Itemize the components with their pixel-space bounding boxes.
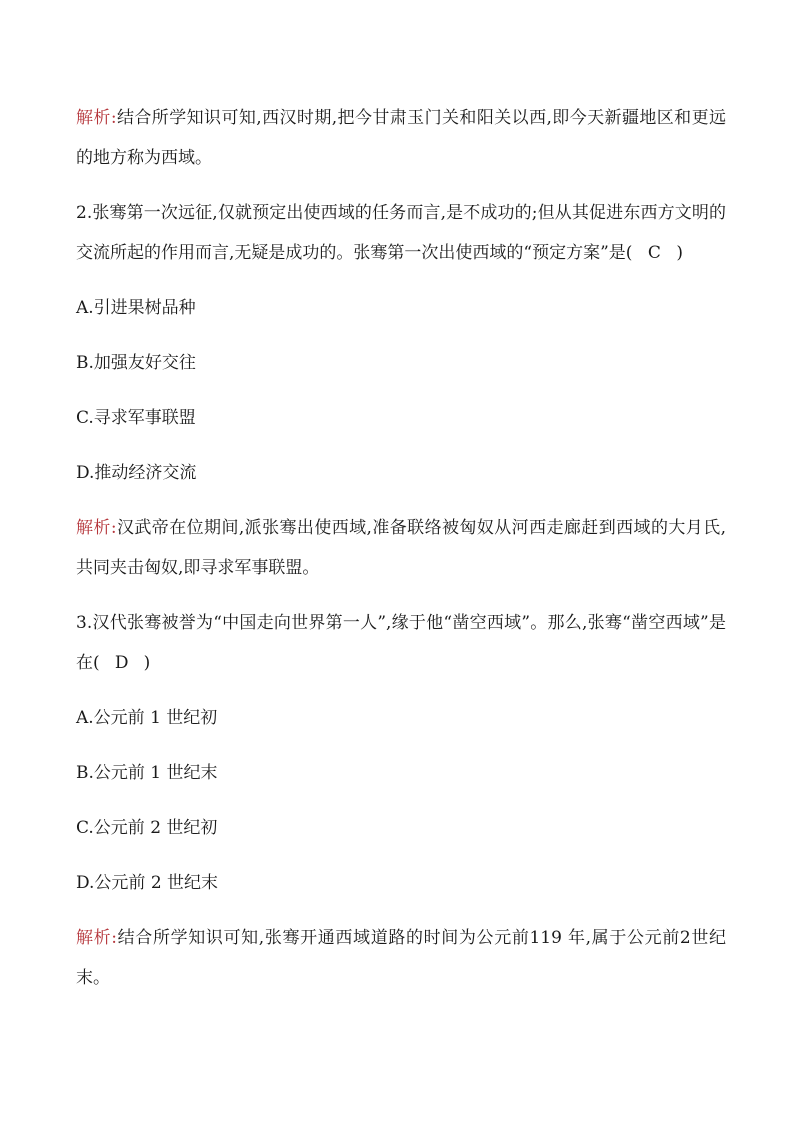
question-2-stem — [76, 193, 726, 273]
question-3-option-c: C.公元前 2 世纪初 — [76, 818, 218, 838]
analysis-paragraph-3 — [76, 918, 726, 998]
question-stem-text: 汉代张骞被誉为“中国走向世界第一人”,缘于他“凿空西域”。那么,张骞“凿空西域”是在( — [76, 613, 726, 673]
question-stem-text: 张骞第一次远征,仅就预定出使西域的任务而言,是不成功的;但从其促进东西方文明的交流所起的作用而言,无疑是成功的。张骞第一次出使西域的“预定方案”是( — [76, 203, 726, 263]
question-3-stem — [76, 603, 726, 683]
answer-letter: D — [114, 653, 129, 673]
analysis-label: 解析: — [76, 928, 118, 948]
analysis-paragraph-1 — [76, 98, 726, 178]
question-2-option-c: C.寻求军事联盟 — [76, 408, 196, 428]
answer-close-paren: ) — [676, 243, 684, 263]
analysis-text: 结合所学知识可知,张骞开通西域道路的时间为公元前119 年,属于公元前2世纪末。 — [76, 928, 726, 988]
question-3-option-a: A.公元前 1 世纪初 — [76, 708, 218, 728]
analysis-text: 结合所学知识可知,西汉时期,把今甘肃玉门关和阳关以西,即今天新疆地区和更远的地方称为西域。 — [76, 108, 726, 168]
question-2-option-a: A.引进果树品种 — [76, 298, 196, 318]
question-number: 2. — [76, 203, 93, 223]
question-2-option-d: D.推动经济交流 — [76, 463, 197, 483]
question-2-option-b: B.加强友好交往 — [76, 353, 196, 373]
question-3-option-b: B.公元前 1 世纪末 — [76, 763, 218, 783]
document-content — [76, 98, 726, 1013]
answer-close-paren: ) — [143, 653, 151, 673]
analysis-label: 解析: — [76, 518, 117, 538]
answer-letter: C — [647, 243, 661, 263]
question-number: 3. — [76, 613, 93, 633]
question-3-option-d: D.公元前 2 世纪末 — [76, 873, 219, 893]
analysis-text: 汉武帝在位期间,派张骞出使西域,准备联络被匈奴从河西走廊赶到西域的大月氏,共同夹击匈奴,即寻求军事联盟。 — [76, 518, 726, 578]
analysis-paragraph-2 — [76, 508, 726, 588]
analysis-label: 解析: — [76, 108, 117, 128]
